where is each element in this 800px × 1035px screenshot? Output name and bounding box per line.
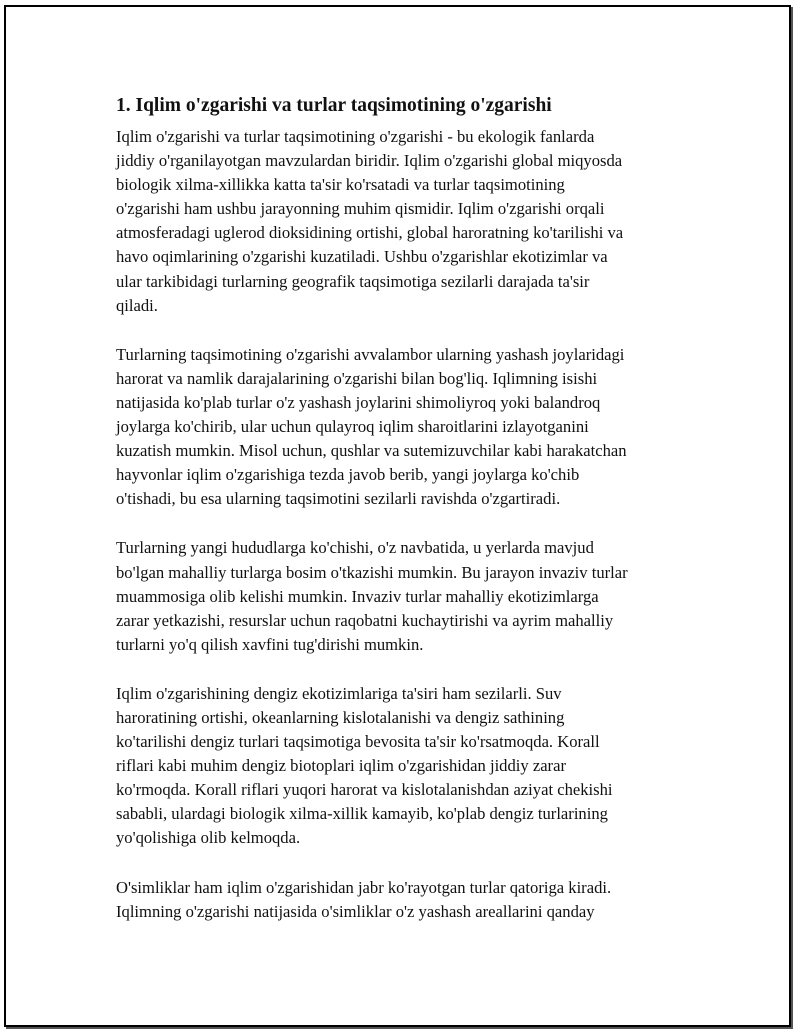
paragraph-line: harorat va namlik darajalarining o'zgarishi bilan bog'liq. Iqlimning isishi — [116, 368, 598, 388]
paragraph-line: Turlarning taqsimotining o'zgarishi avvalambor ularning yashash joylaridagi — [116, 344, 625, 364]
paragraph-line: ular tarkibidagi turlarning geografik taqsimotiga sezilarli darajada ta'sir — [116, 271, 590, 291]
paragraph-line: turlarni yo'q qilish xavfini tug'dirishi mumkin. — [116, 634, 424, 654]
paragraph-line: kuzatish mumkin. Misol uchun, qushlar va sutemizuvchilar kabi harakatchan — [116, 441, 627, 461]
paragraph-line: biologik xilma-xillikka katta ta'sir ko'rsatadi va turlar taqsimotining — [116, 175, 565, 195]
paragraph-line: havo oqimlarining o'zgarishi kuzatiladi. Ushbu o'zgarishlar ekotizimlar va — [116, 247, 608, 267]
paragraph-line: ko'rmoqda. Korall riflari yuqori harorat va kislotalanishdan aziyat chekishi — [116, 780, 613, 800]
paragraph-line: sababli, ulardagi biologik xilma-xillik kamayib, ko'plab dengiz turlarining — [116, 804, 608, 824]
paragraph-line: ko'tarilishi dengiz turlari taqsimotiga bevosita ta'sir ko'rsatmoqda. Korall — [116, 732, 600, 752]
paragraph-line: O'simliklar ham iqlim o'zgarishidan jabr ko'rayotgan turlar qatoriga kiradi. — [116, 877, 612, 897]
paragraph-line: yo'qolishiga olib kelmoqda. — [116, 828, 301, 848]
paragraph — [116, 343, 688, 512]
paragraph-line: bo'lgan mahalliy turlarga bosim o'tkazishi mumkin. Bu jarayon invaziv turlar — [116, 562, 628, 582]
document-body — [116, 93, 688, 949]
paragraph-line: muammosiga olib kelishi mumkin. Invaziv turlar mahalliy ekotizimlarga — [116, 586, 599, 606]
paragraph-line: natijasida ko'plab turlar o'z yashash joylarini shimoliyroq yoki balandroq — [116, 392, 601, 412]
paragraph-line: jiddiy o'rganilayotgan mavzulardan biridir. Iqlim o'zgarishi global miqyosda — [116, 151, 623, 171]
paragraph-line: atmosferadagi uglerod dioksidining ortishi, global haroratning ko'tarilishi va — [116, 223, 624, 243]
paragraph-line: hayvonlar iqlim o'zgarishiga tezda javob berib, yangi joylarga ko'chib — [116, 465, 580, 485]
paragraph-container — [116, 125, 688, 924]
paragraph — [116, 536, 688, 656]
paragraph — [116, 682, 688, 851]
paragraph — [116, 125, 688, 318]
section-heading: 1. Iqlim o'zgarishi va turlar taqsimotining o'zgarishi — [116, 95, 552, 116]
paragraph-line: Iqlim o'zgarishi va turlar taqsimotining o'zgarishi - bu ekologik fanlarda — [116, 127, 595, 146]
paragraph-line: riflari kabi muhim dengiz biotoplari iqlim o'zgarishidan jiddiy zarar — [116, 756, 566, 776]
paragraph-line: o'zgarishi ham ushbu jarayonning muhim qismidir. Iqlim o'zgarishi orqali — [116, 199, 605, 219]
paragraph-line: qiladi. — [116, 295, 158, 315]
paragraph-line: Iqlimning o'zgarishi natijasida o'simliklar o'z yashash areallarini qanday — [116, 901, 595, 921]
paragraph-line: Turlarning yangi hududlarga ko'chishi, o'z navbatida, u yerlarda mavjud — [116, 538, 594, 558]
paragraph-line: Iqlim o'zgarishining dengiz ekotizimlariga ta'siri ham sezilarli. Suv — [116, 683, 562, 703]
paragraph-line: joylarga ko'chirib, ular uchun qulayroq iqlim sharoitlarini izlayotganini — [116, 417, 589, 437]
paragraph — [116, 876, 688, 924]
paragraph-line: o'tishadi, bu esa ularning taqsimotini sezilarli ravishda o'zgartiradi. — [116, 489, 561, 509]
paragraph-line: zarar yetkazishi, resurslar uchun raqobatni kuchaytirishi va ayrim mahalliy — [116, 610, 614, 630]
paragraph-line: haroratining ortishi, okeanlarning kislotalanishi va dengiz sathining — [116, 707, 565, 727]
